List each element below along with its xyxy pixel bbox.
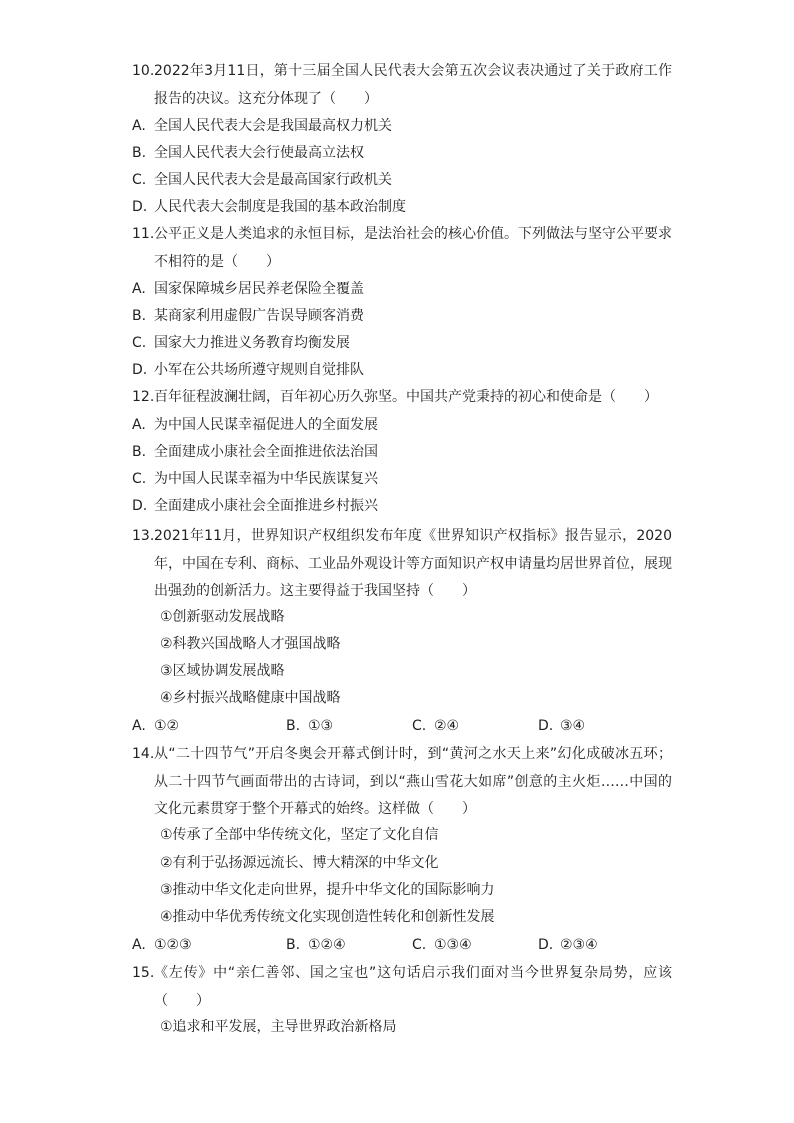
option-letter: C.: [412, 718, 427, 734]
option-a: [132, 713, 179, 741]
option-a: [132, 932, 192, 960]
option-text: 国家保障城乡居民养老保险全覆盖: [154, 281, 364, 297]
option-b: [132, 439, 378, 467]
option-text: ①③: [308, 718, 334, 734]
option-text: ①②③: [154, 937, 192, 953]
statement: ③推动中华文化走向世界，提升中华文化的国际影响力: [160, 882, 495, 898]
statement: ①追求和平发展，主导世界政治新格局: [160, 1019, 397, 1035]
option-letter: D.: [132, 362, 148, 378]
statement: ②有利于弘扬源远流长、博大精深的中华文化: [160, 855, 439, 871]
option-letter: D.: [538, 937, 554, 953]
option-c: [132, 167, 392, 195]
option-letter: A.: [132, 118, 146, 134]
option-text: 为中国人民谋幸福为中华民族谋复兴: [154, 471, 378, 487]
option-letter: B.: [132, 145, 147, 161]
option-a: [132, 276, 364, 304]
option-text: ①③④: [434, 937, 472, 953]
option-text: ①②④: [308, 937, 346, 953]
option-text: 人民代表大会制度是我国的基本政治制度: [154, 199, 406, 215]
question-number: 10.: [132, 63, 155, 79]
option-text: 全国人民代表大会是最高国家行政机关: [154, 172, 392, 188]
question-stem: 从“二十四节气”开启冬奥会开幕式倒计时，到“黄河之水天上来”幻化成破冰五环；从二十四节气画面带出的古诗词，到以“燕山雪花大如席”创意的主火炬……中国的文化元素贯穿于整个开幕式的始终。这样做（ ）: [154, 746, 672, 817]
question-stem: 2021年11月，世界知识产权组织发布年度《世界知识产权指标》报告显示，2020年，中国在专利、商标、工业品外观设计等方面知识产权申请量均居世界首位，展现出强劲的创新活力。这主要得益于我国坚持（ ）: [154, 528, 672, 599]
option-b: [132, 303, 364, 331]
statement: ②科教兴国战略人才强国战略: [160, 636, 341, 652]
option-d: [538, 932, 598, 960]
option-a: [132, 113, 392, 141]
option-d: [538, 713, 585, 741]
option-text: 全国人民代表大会是我国最高权力机关: [154, 118, 392, 134]
option-text: 国家大力推进义务教育均衡发展: [154, 335, 350, 351]
option-letter: C.: [412, 937, 427, 953]
question-10: [132, 58, 672, 113]
question-11: [132, 221, 672, 276]
option-letter: C.: [132, 172, 147, 188]
option-letter: D.: [538, 718, 554, 734]
option-c: [412, 932, 472, 960]
option-letter: D.: [132, 199, 148, 215]
question-stem: 百年征程波澜壮阔，百年初心历久弥坚。中国共产党秉持的初心和使命是（ ）: [154, 389, 658, 405]
option-text: ②③④: [560, 937, 598, 953]
question-stem: 《左传》中“亲仁善邻、国之宝也”这句话启示我们面对当今世界复杂局势，应该（ ）: [154, 965, 672, 1009]
option-letter: A.: [132, 937, 146, 953]
question-number: 13.: [132, 528, 155, 544]
option-letter: A.: [132, 281, 146, 297]
option-c: [132, 466, 378, 494]
option-d: [132, 194, 406, 222]
option-text: ③④: [560, 718, 586, 734]
option-text: 全面建成小康社会全面推进乡村振兴: [154, 498, 378, 514]
statement: ④乡村振兴战略健康中国战略: [160, 690, 341, 706]
option-letter: B.: [286, 937, 301, 953]
option-letter: A.: [132, 718, 146, 734]
statement: ④推动中华优秀传统文化实现创造性转化和创新性发展: [160, 909, 495, 925]
option-b: [286, 932, 346, 960]
option-c: [412, 713, 459, 741]
option-text: ①②: [154, 718, 180, 734]
option-c: [132, 330, 350, 358]
option-text: 某商家利用虚假广告误导顾客消费: [154, 308, 364, 324]
question-stem: 公平正义是人类追求的永恒目标，是法治社会的核心价值。下列做法与坚守公平要求不相符的是（ ）: [154, 226, 672, 270]
option-d: [132, 357, 364, 385]
question-number: 11.: [132, 226, 155, 242]
option-b: [286, 713, 333, 741]
statement: ①传承了全部中华传统文化，坚定了文化自信: [160, 827, 439, 843]
question-14: [132, 741, 672, 824]
option-d: [132, 493, 378, 521]
option-letter: C.: [132, 471, 147, 487]
option-letter: C.: [132, 335, 147, 351]
statement: ③区域协调发展战略: [160, 663, 285, 679]
option-text: 小军在公共场所遵守规则自觉排队: [154, 362, 364, 378]
option-letter: B.: [132, 308, 147, 324]
option-text: 全面建成小康社会全面推进依法治国: [154, 444, 378, 460]
option-a: [132, 412, 378, 440]
option-letter: B.: [286, 718, 301, 734]
option-letter: B.: [132, 444, 147, 460]
question-number: 15.: [132, 965, 155, 981]
option-b: [132, 140, 364, 168]
option-text: ②④: [434, 718, 460, 734]
question-12: [132, 384, 672, 412]
option-text: 为中国人民谋幸福促进人的全面发展: [154, 417, 378, 433]
option-letter: A.: [132, 417, 146, 433]
question-number: 14.: [132, 746, 155, 762]
question-number: 12.: [132, 389, 155, 405]
question-13: [132, 523, 672, 606]
statement: ①创新驱动发展战略: [160, 609, 285, 625]
option-letter: D.: [132, 498, 148, 514]
question-15: [132, 960, 672, 1015]
option-text: 全国人民代表大会行使最高立法权: [154, 145, 364, 161]
question-stem: 2022年3月11日，第十三届全国人民代表大会第五次会议表决通过了关于政府工作报告的决议。这充分体现了（ ）: [154, 63, 672, 107]
